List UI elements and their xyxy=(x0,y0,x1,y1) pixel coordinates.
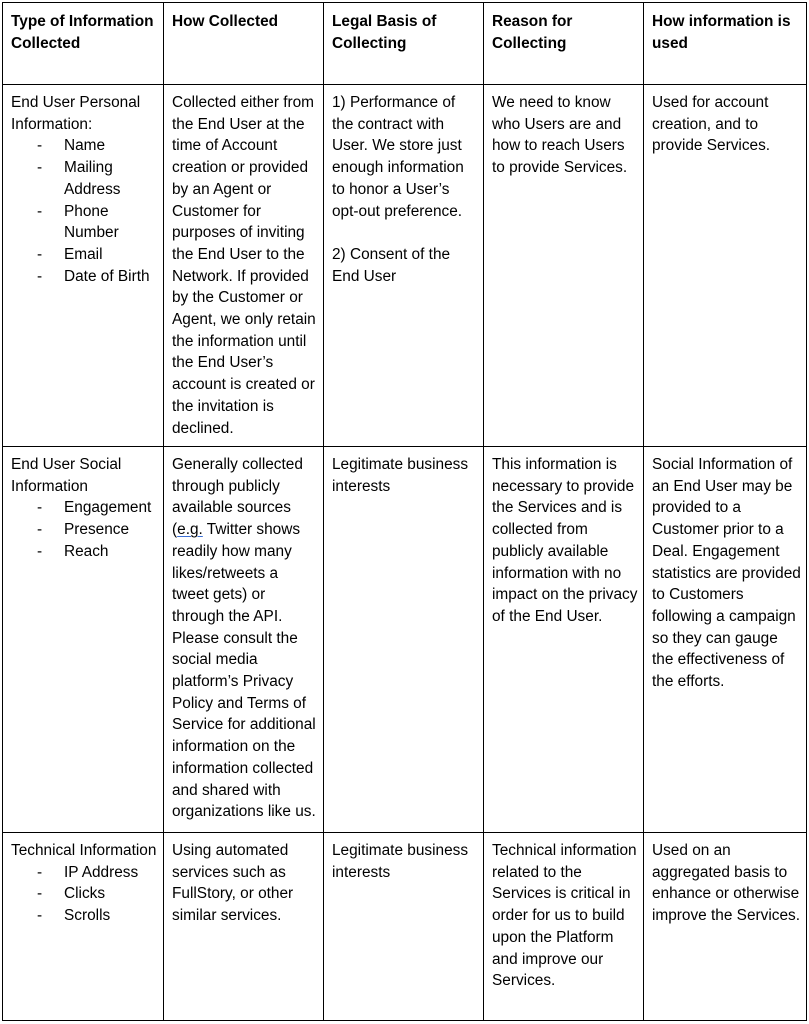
header-usage: How information is used xyxy=(644,3,807,85)
cell-type xyxy=(3,447,164,833)
table-row xyxy=(3,85,807,447)
list-item: - Reach xyxy=(11,541,159,563)
cell-legal-basis: Legitimate business interests xyxy=(324,447,484,833)
eg-abbreviation: e.g. xyxy=(177,521,203,539)
cell-reason: We need to know who Users are and how to reach Users to provide Services. xyxy=(484,85,644,447)
list-item: - Presence xyxy=(11,519,159,541)
cell-how-collected: Using automated services such as FullStory, or other similar services. xyxy=(164,833,324,1021)
type-item-list xyxy=(11,497,159,562)
privacy-data-table xyxy=(2,2,807,1021)
table-row xyxy=(3,833,807,1021)
cell-reason: Technical information related to the Services is critical in order for us to build upon the Platform and improve our Services. xyxy=(484,833,644,1021)
table-row xyxy=(3,447,807,833)
header-legal-basis: Legal Basis of Collecting xyxy=(324,3,484,85)
table-header-row xyxy=(3,3,807,85)
type-title: Technical Information xyxy=(11,842,157,859)
cell-reason: This information is necessary to provide the Services and is collected from publicly available information with no impact on the privacy of the End User. xyxy=(484,447,644,833)
list-item: - IP Address xyxy=(11,862,159,884)
list-item: - Clicks xyxy=(11,883,159,905)
cell-legal-basis xyxy=(324,85,484,447)
cell-usage: Used on an aggregated basis to enhance or otherwise improve the Services. xyxy=(644,833,807,1021)
list-item: - Date of Birth xyxy=(11,266,159,288)
legal-basis-2: 2) Consent of the End User xyxy=(332,245,451,285)
list-item: - Engagement xyxy=(11,497,159,519)
cell-type xyxy=(3,85,164,447)
cell-type xyxy=(3,833,164,1021)
type-title: End User Social Information xyxy=(11,456,122,495)
list-item: - Name xyxy=(11,135,159,157)
cell-usage: Social Information of an End User may be provided to a Customer prior to a Deal. Engagement statistics are provided to Customers following a campaign so they can gauge the effectiveness of the efforts. xyxy=(644,447,807,833)
cell-legal-basis: Legitimate business interests xyxy=(324,833,484,1021)
header-reason: Reason for Collecting xyxy=(484,3,644,85)
type-title: End User Personal Information: xyxy=(11,94,141,133)
how-collected-part-b: Twitter shows readily how many likes/retweets a tweet gets) or through the API. Please consult the social media platform’s Privacy Policy and Terms of Service for additional information on the information collected and shared with organizations like us. xyxy=(172,521,316,821)
cell-how-collected xyxy=(164,447,324,833)
type-item-list xyxy=(11,135,159,287)
type-item-list xyxy=(11,862,159,927)
header-type: Type of Information Collected xyxy=(3,3,164,85)
list-item: - Phone Number xyxy=(11,201,159,244)
list-item: - Scrolls xyxy=(11,905,159,927)
how-collected-part-a: Generally collected through publicly available sources ( xyxy=(172,456,303,539)
list-item: - Email xyxy=(11,244,159,266)
header-how-collected: How Collected xyxy=(164,3,324,85)
cell-usage: Used for account creation, and to provide Services. xyxy=(644,85,807,447)
legal-basis-1: 1) Performance of the contract with User. We store just enough information to honor a User’s opt-out preference. xyxy=(332,94,464,220)
list-item: - Mailing Address xyxy=(11,157,159,200)
cell-how-collected: Collected either from the End User at the time of Account creation or provided by an Agent or Customer for purposes of inviting the End User to the Network. If provided by the Customer or Agent, we only retain the information until the End User’s account is created or the invitation is declined. xyxy=(164,85,324,447)
